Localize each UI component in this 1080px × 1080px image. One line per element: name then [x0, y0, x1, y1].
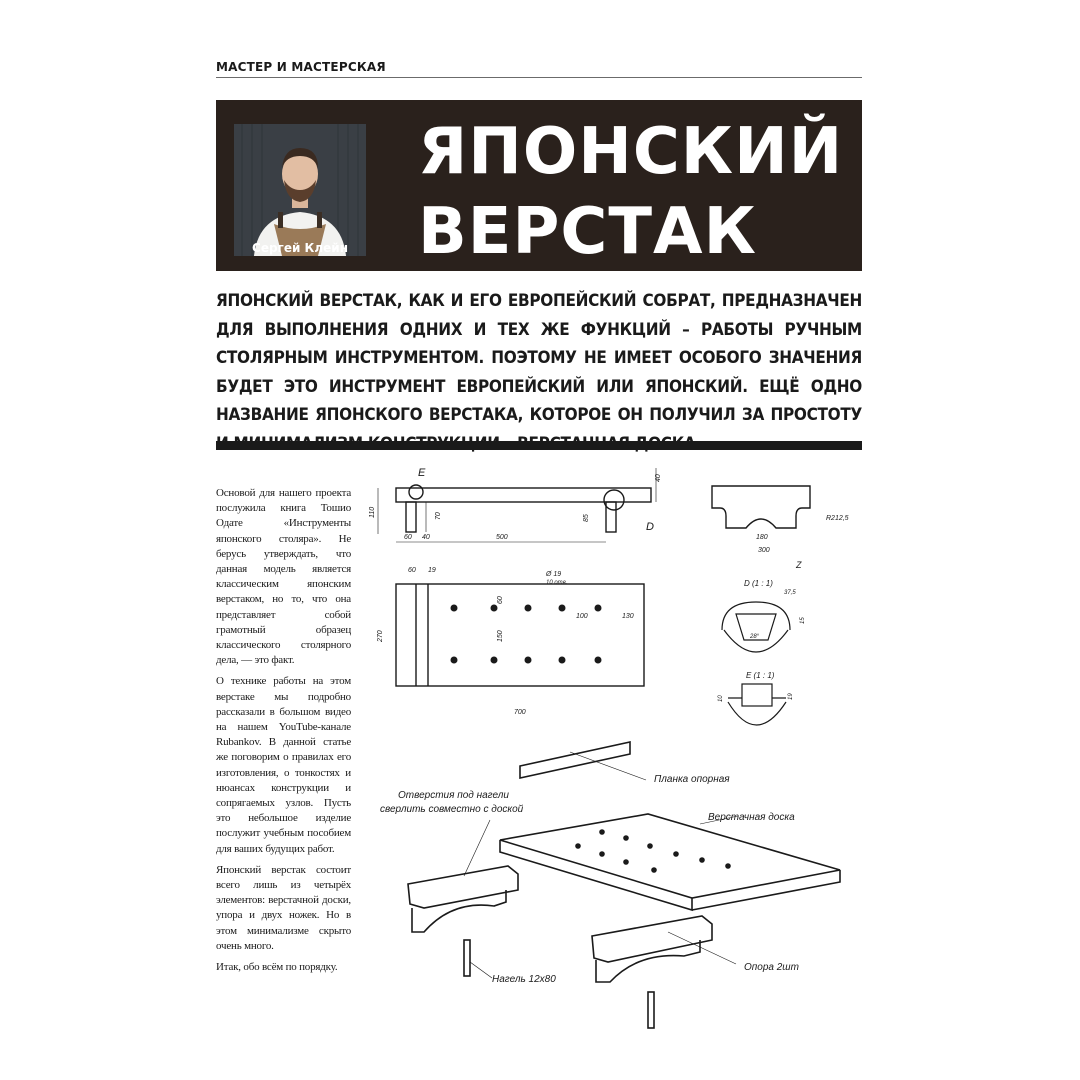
detail-d: [722, 602, 790, 652]
dim-500: 500: [496, 534, 508, 541]
label-board: Верстачная доска: [708, 812, 795, 823]
body-paragraph: Итак, обо всём по порядку.: [216, 961, 338, 974]
note-holes-line1: Отверстия под нагели: [398, 790, 509, 801]
detail-e: [728, 684, 786, 725]
lead-divider: [216, 441, 862, 450]
dim-700: 700: [514, 709, 526, 716]
hole-count: 10 отв.: [546, 580, 568, 586]
title-banner: [216, 100, 862, 271]
assembly-view: [408, 742, 840, 1028]
label-leg: Опора 2шт: [744, 962, 799, 973]
side-view-dimensions: [378, 468, 656, 542]
dim-60b: 60: [408, 567, 416, 574]
dim-100: 100: [576, 613, 588, 620]
assembly-holes: [575, 829, 731, 873]
technical-drawing: [366, 462, 849, 1042]
label-dowel: Нагель 12х80: [492, 974, 556, 985]
dim-270: 270: [377, 630, 384, 642]
dim-375: 37,5: [784, 590, 796, 596]
marker-z: Z: [796, 560, 802, 570]
header-divider: [216, 77, 862, 78]
label-stop-bar: Планка опорная: [654, 774, 730, 785]
dim-110: 110: [369, 506, 376, 518]
dim-85: 85: [583, 514, 590, 522]
author-photo: [234, 124, 366, 256]
drawing-canvas: [366, 462, 849, 1042]
hole-diameter: Ø 19: [546, 571, 562, 578]
dim-19b: 19: [788, 693, 794, 700]
title-line-2: ВЕРСТАК: [418, 195, 757, 269]
dim-40: 40: [655, 474, 662, 482]
body-paragraph: О технике работы на этом верстаке мы подробно рассказали в большом видео на нашем YouTube-канале Rubankov. В данной статье же поговорим о правилах его изготовления, о тонкостях и нюансах конструкции и сопрягаемых узлов. Пусть это небольшое изделие послужит учебным пособием для ваших будущих работ.: [216, 675, 351, 855]
dim-r212: R212,5: [826, 515, 849, 522]
angle-28: 28°: [750, 634, 760, 640]
section-label: МАСТЕР И МАСТЕРСКАЯ: [216, 60, 386, 74]
end-view: [712, 486, 810, 528]
dim-19: 19: [428, 567, 436, 574]
marker-d: D: [646, 521, 654, 533]
article-title: [418, 112, 843, 272]
body-paragraph: Японский верстак состоит всего лишь из четырёх элементов: верстачной доски, упора и двух ножек. Но в этом минимализме скрыто очень много.: [216, 863, 351, 952]
note-holes-line2: сверлить совместно с доской: [380, 804, 524, 815]
author-name: Сергей Клейн: [252, 241, 348, 255]
body-paragraph: Основой для нашего проекта послужила книга Тошио Одате «Инструменты японского столяра». Не берусь утверждать, что данная модель является классическим японским верстаком, но то, что она представляет собой грамотный образец классического столярного дела, — это факт.: [216, 487, 351, 667]
body-text-column: [216, 486, 351, 981]
dim-10: 10: [718, 695, 724, 702]
dim-70: 70: [435, 512, 442, 520]
leader-lines: [464, 752, 738, 978]
dim-130: 130: [622, 613, 634, 620]
side-view: [396, 485, 651, 532]
dim-180: 180: [756, 534, 768, 541]
dim-150: 150: [497, 630, 504, 642]
detail-d-title: D (1 : 1): [744, 579, 773, 588]
lead-paragraph: ЯПОНСКИЙ ВЕРСТАК, КАК И ЕГО ЕВРОПЕЙСКИЙ СОБРАТ, ПРЕДНАЗНАЧЕН ДЛЯ ВЫПОЛНЕНИЯ ОДНИХ И ТЕХ ЖЕ ФУНКЦИЙ – РАБОТЫ РУЧНЫМ СТОЛЯРНЫМ ИНСТРУМЕНТОМ. ПОЭТОМУ НЕ ИМЕЕТ ОСОБОГО ЗНАЧЕНИЯ БУДЕТ ЭТО ИНСТРУМЕНТ ЕВРОПЕЙСКИЙ ИЛИ ЯПОНСКИЙ. ЕЩЁ ОДНО НАЗВАНИЕ ЯПОНСКОГО ВЕРСТАКА, КОТОРОЕ ОН ПОЛУЧИЛ ЗА ПРОСТОТУ: [216, 291, 862, 425]
detail-e-title: E (1 : 1): [746, 671, 775, 680]
dim-40b: 40: [422, 534, 430, 541]
marker-e: E: [418, 467, 426, 479]
dim-15: 15: [800, 617, 806, 624]
top-view: [396, 584, 644, 686]
dim-60c: 60: [497, 596, 504, 604]
title-line-1: ЯПОНСКИЙ: [418, 115, 844, 189]
dim-60: 60: [404, 534, 412, 541]
dim-300: 300: [758, 547, 770, 554]
